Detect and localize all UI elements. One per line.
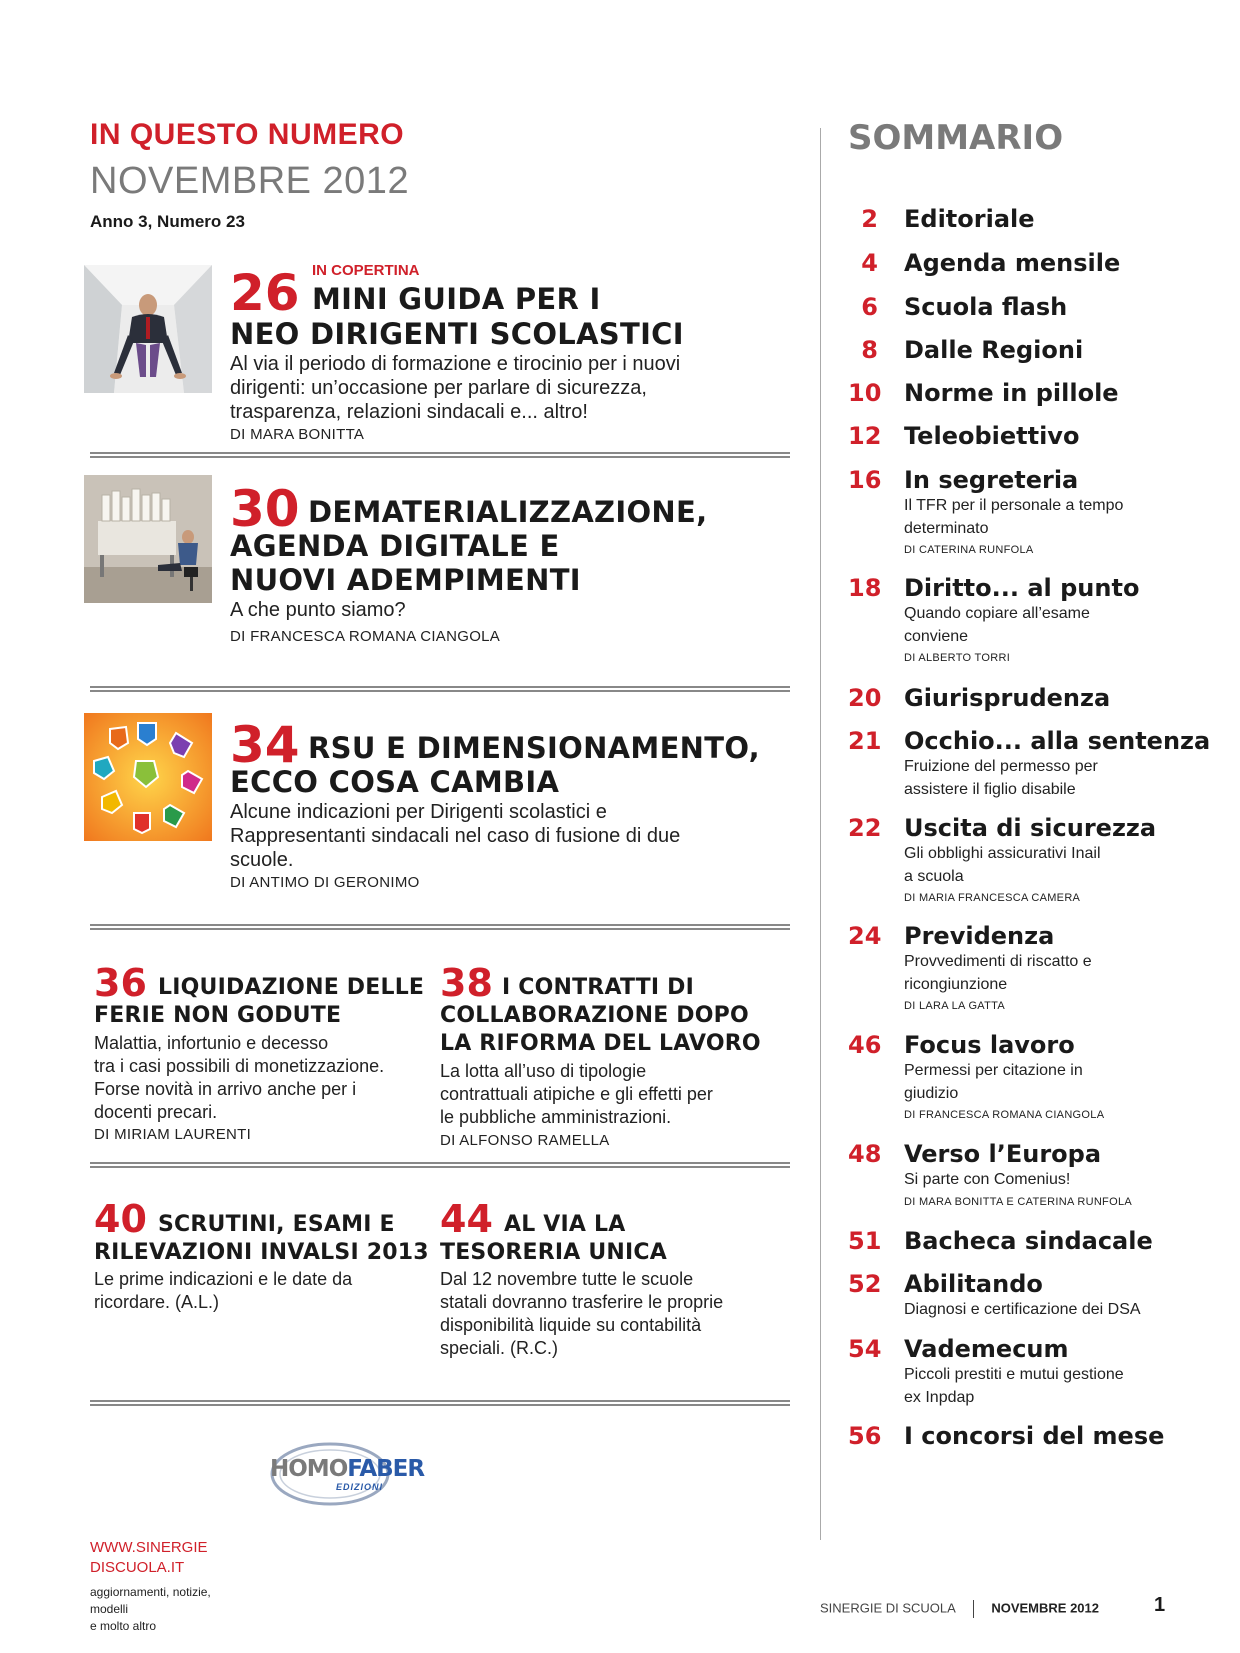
entry-subtitle: Fruizione del permesso per assistere il figlio disabile	[904, 758, 1098, 798]
section-kicker: IN QUESTO NUMERO	[90, 118, 405, 151]
entry-subtitle: Il TFR per il personale a tempo determinato	[904, 497, 1124, 537]
article-title: NEO DIRIGENTI SCOLASTICI	[230, 317, 684, 351]
article-title: SCRUTINI, ESAMI E	[158, 1212, 395, 1237]
entry-subtitle: Si parte con Comenius!	[904, 1171, 1071, 1188]
article-byline: DI FRANCESCA ROMANA CIANGOLA	[230, 628, 501, 645]
homofaber-logo: HOMOFABER EDIZIONI	[268, 1436, 398, 1508]
article-title: AL VIA LA	[504, 1212, 626, 1237]
website-link[interactable]: WWW.SINERGIE DISCUOLA.IT	[90, 1539, 208, 1576]
entry-page: 48	[848, 1140, 882, 1168]
article-page-number: 44	[440, 1197, 493, 1241]
entry-title: Verso l’Europa	[904, 1140, 1102, 1168]
entry-title: In segreteria	[904, 466, 1079, 494]
entry-title: Bacheca sindacale	[904, 1227, 1153, 1255]
entry-page: 56	[848, 1422, 882, 1450]
entry-subtitle: Quando copiare all’esame conviene	[904, 605, 1090, 645]
entry-author: DI MARA BONITTA E CATERINA RUNFOLA	[904, 1196, 1132, 1208]
entry-page: 51	[848, 1227, 882, 1255]
website-description: aggiornamenti, notizie, modelli e molto altro	[90, 1585, 211, 1633]
issue-number: Anno 3, Numero 23	[90, 212, 245, 231]
article-title: TESORERIA UNICA	[440, 1240, 667, 1265]
section-divider	[90, 1400, 790, 1406]
entry-page: 54	[848, 1335, 882, 1363]
article-description: Malattia, infortunio e decesso tra i casi possibili di monetizzazione. Forse novità in arrivo anche per i docenti precari.	[94, 1033, 385, 1122]
article-byline: DI MARA BONITTA	[230, 426, 365, 443]
entry-page: 8	[861, 336, 878, 364]
entry-title: Previdenza	[904, 922, 1055, 950]
article-title: LA RIFORMA DEL LAVORO	[440, 1031, 761, 1056]
entry-page: 52	[848, 1270, 882, 1298]
article-title: RILEVAZIONI INVALSI 2013	[94, 1240, 429, 1265]
article-page-number: 26	[230, 264, 300, 322]
entry-page: 46	[848, 1031, 882, 1059]
entry-subtitle: Gli obblighi assicurativi Inail a scuola	[904, 845, 1101, 885]
article-title: COLLABORAZIONE DOPO	[440, 1003, 749, 1028]
article-description: A che punto siamo?	[230, 599, 406, 621]
issue-month: NOVEMBRE 2012	[90, 160, 410, 202]
entry-subtitle: Permessi per citazione in giudizio	[904, 1062, 1083, 1102]
entry-author: DI MARIA FRANCESCA CAMERA	[904, 892, 1081, 904]
entry-page: 16	[848, 466, 882, 494]
entry-title: Norme in pillole	[904, 379, 1119, 407]
article-title: DEMATERIALIZZAZIONE,	[308, 495, 708, 529]
photo-office-man	[84, 475, 212, 603]
entry-title: Scuola flash	[904, 293, 1068, 321]
article-title: I CONTRATTI DI	[502, 975, 694, 1000]
cover-photo-businessman	[84, 265, 212, 393]
entry-page: 4	[861, 249, 878, 277]
article-description: Alcune indicazioni per Dirigenti scolastici e Rappresentanti sindacali nel caso di fusione di due scuole.	[230, 801, 681, 871]
entry-author: DI LARA LA GATTA	[904, 1000, 1005, 1012]
section-divider	[90, 1162, 790, 1168]
section-divider	[90, 452, 790, 458]
article-page-number: 40	[94, 1197, 147, 1241]
page-number: 1	[1154, 1594, 1166, 1616]
article-description: Le prime indicazioni e le date da ricordare. (A.L.)	[94, 1269, 353, 1312]
entry-page: 10	[848, 379, 882, 407]
entry-title: Abilitando	[904, 1270, 1043, 1298]
entry-title: Uscita di sicurezza	[904, 814, 1157, 842]
article-page-number: 36	[94, 961, 147, 1005]
article-title: MINI GUIDA PER I	[312, 282, 601, 316]
article-description: La lotta all’uso di tipologie contrattuali atipiche e gli effetti per le pubbliche amministrazioni.	[440, 1061, 713, 1127]
entry-title: Focus lavoro	[904, 1031, 1075, 1059]
article-title: FERIE NON GODUTE	[94, 1003, 342, 1028]
entry-title: Agenda mensile	[904, 249, 1121, 277]
section-divider	[90, 686, 790, 692]
article-page-number: 34	[230, 716, 300, 774]
entry-subtitle: Diagnosi e certificazione dei DSA	[904, 1301, 1141, 1318]
sommario-title: SOMMARIO	[848, 118, 1064, 158]
entry-title: Giurisprudenza	[904, 684, 1111, 712]
article-description: Dal 12 novembre tutte le scuole statali dovranno trasferire le proprie disponibilità liquide su contabilità speciali. (R.C.)	[440, 1269, 724, 1358]
entry-page: 12	[848, 422, 882, 450]
article-byline: DI ALFONSO RAMELLA	[440, 1132, 610, 1149]
illustration-colored-shapes	[84, 713, 212, 841]
entry-page: 21	[848, 727, 882, 755]
article-page-number: 30	[230, 480, 300, 538]
entry-subtitle: Piccoli prestiti e mutui gestione ex Inpdap	[904, 1366, 1124, 1406]
article-byline: DI ANTIMO DI GERONIMO	[230, 874, 420, 891]
entry-title: Diritto... al punto	[904, 574, 1140, 602]
entry-page: 6	[861, 293, 878, 321]
cover-tag: IN COPERTINA	[312, 262, 420, 279]
entry-page: 24	[848, 922, 882, 950]
page-footer: SINERGIE DI SCUOLA NOVEMBRE 2012	[820, 1600, 1099, 1618]
article-title: ECCO COSA CAMBIA	[230, 765, 560, 799]
entry-page: 20	[848, 684, 882, 712]
article-description: Al via il periodo di formazione e tirocinio per i nuovi dirigenti: un’occasione per parlare di sicurezza, trasparenza, relazioni sindacali e... altro!	[230, 353, 681, 423]
article-title: AGENDA DIGITALE E	[230, 529, 560, 563]
entry-page: 2	[861, 205, 878, 233]
entry-title: Occhio... alla sentenza	[904, 727, 1211, 755]
column-divider	[820, 128, 821, 1540]
entry-title: Editoriale	[904, 205, 1035, 233]
entry-title: Teleobiettivo	[904, 422, 1080, 450]
article-title: LIQUIDAZIONE DELLE	[158, 975, 425, 1000]
entry-title: Dalle Regioni	[904, 336, 1084, 364]
article-title: NUOVI ADEMPIMENTI	[230, 563, 581, 597]
entry-author: DI ALBERTO TORRI	[904, 652, 1011, 664]
entry-subtitle: Provvedimenti di riscatto e ricongiunzione	[904, 953, 1092, 993]
entry-page: 22	[848, 814, 882, 842]
article-byline: DI MIRIAM LAURENTI	[94, 1126, 252, 1143]
entry-author: DI CATERINA RUNFOLA	[904, 544, 1034, 556]
section-divider	[90, 924, 790, 930]
entry-page: 18	[848, 574, 882, 602]
entry-title: Vademecum	[904, 1335, 1069, 1363]
article-title: RSU E DIMENSIONAMENTO,	[308, 731, 760, 765]
article-page-number: 38	[440, 961, 493, 1005]
entry-author: DI FRANCESCA ROMANA CIANGOLA	[904, 1109, 1105, 1121]
entry-title: I concorsi del mese	[904, 1422, 1165, 1450]
